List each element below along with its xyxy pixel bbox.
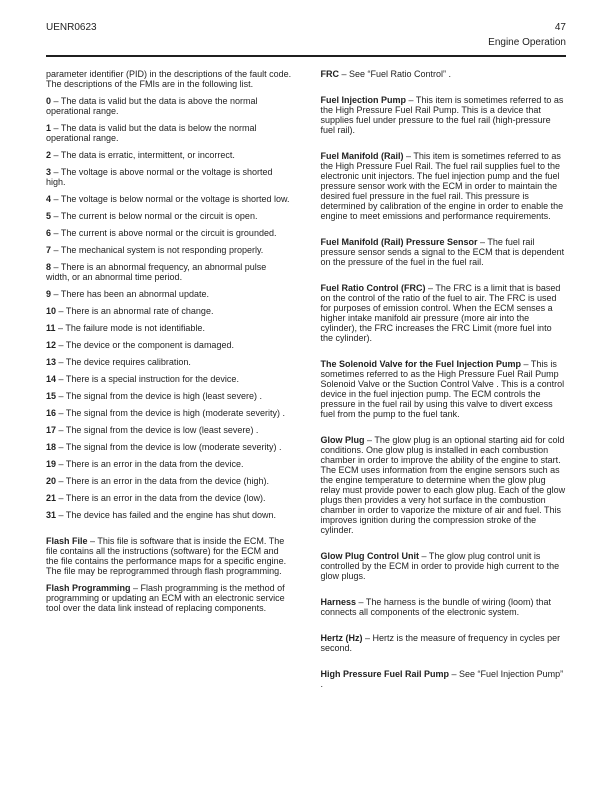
glossary-term: Harness — [320, 597, 357, 607]
glossary-entry: The Solenoid Valve for the Fuel Injection Pump – This is sometimes referred to as the High Pressure Fuel Rail Pump Solenoid Valve or the Suction Control Valve . This is a control device in the fuel injection pump. The ECM controls the pressure in the fuel rail by using this valve to divert excess fuel from the pump to the fuel tank. — [320, 359, 565, 419]
fmi-code: 16 — [46, 408, 57, 418]
fmi-code: 9 — [46, 289, 52, 299]
glossary-entry: Flash Programming – Flash programming is the method of programming or updating an ECM with an electronic service tool over the data link instead of replacing components. — [46, 583, 285, 613]
entry-text: The failure mode is not identifiable. — [65, 323, 205, 333]
entry-text: The harness is the bundle of wiring (loom) that connects all components of the electronic system. — [320, 597, 551, 617]
entry-text: The current is above normal or the circuit is grounded. — [60, 228, 277, 238]
entry-text: parameter identifier (PID) in the descriptions of the fault code. The descriptions of the FMIs are in the following list. — [46, 69, 292, 89]
entry-text: The signal from the device is low (least severe) . — [65, 425, 259, 435]
fmi-code: 7 — [46, 245, 52, 255]
fmi-item: 19 – There is an error in the data from the device. — [46, 459, 244, 469]
glossary-entry: Glow Plug Control Unit – The glow plug control unit is controlled by the ECM in order to provide high current to the glow plugs. — [320, 551, 560, 581]
fmi-item: 14 – There is a special instruction for the device. — [46, 374, 239, 384]
glossary-entry: Fuel Manifold (Rail) Pressure Sensor – The fuel rail pressure sensor sends a signal to the ECM that is dependent on the pressure of the fuel in the fuel rail. — [320, 237, 565, 267]
fmi-code: 20 — [46, 476, 57, 486]
glossary-entry: High Pressure Fuel Rail Pump – See “Fuel Injection Pump” . — [320, 669, 564, 689]
fmi-code: 18 — [46, 442, 57, 452]
document-number: UENR0623 — [46, 22, 97, 33]
entry-text: There is an abnormal frequency, an abnormal pulse width, or an abnormal time period. — [46, 262, 267, 282]
fmi-item: 3 – The voltage is above normal or the voltage is shorted high. — [46, 167, 273, 187]
page-header-right — [488, 22, 566, 48]
fmi-item: 12 – The device or the component is damaged. — [46, 340, 234, 350]
header-rule — [46, 55, 566, 57]
glossary-term: Glow Plug Control Unit — [320, 551, 419, 561]
glossary-entry: Fuel Injection Pump – This item is sometimes referred to as the High Pressure Fuel Rail Pump. This is a device that supplies fuel under pressure to the fuel rail (high-pressure fuel rail). — [320, 95, 564, 135]
entry-text: The FRC is a limit that is based on the control of the ratio of the fuel to air. The FRC is used for purposes of emission control. When the ECM senses a higher intake manifold air pressure (more air into the cylinder), the FRC increases the FRC Limit (more fuel into the cylinder). — [320, 283, 561, 343]
glossary-entry: Fuel Ratio Control (FRC) – The FRC is a limit that is based on the control of the ratio of the fuel to air. The FRC is used for purposes of emission control. When the ECM senses a higher intake manifold air pressure (more air into the cylinder), the FRC increases the FRC Limit (more fuel into the cylinder). — [320, 283, 561, 343]
entry-text: This item is sometimes referred to as the High Pressure Fuel Rail. The fuel rail supplies fuel to the electronic unit injectors. The fuel injection pump and the fuel pressure sensor work with the ECM in order to maintain the desired fuel pressure in the fuel rail. This pressure is determined by calibration of the engine in order to enable the engine to meet emissions and performance requirements. — [320, 151, 564, 221]
glossary-entry: Flash File – This file is software that is inside the ECM. The file contains all the instructions (software) for the ECM and the file contains the performance maps for a specific engine. The file may be reprogrammed through flash programming. — [46, 536, 287, 576]
entry-text: The signal from the device is high (moderate severity) . — [65, 408, 285, 418]
entry-text: The fuel rail pressure sensor sends a signal to the ECM that is dependent on the pressure of the fuel in the fuel rail. — [320, 237, 565, 267]
fmi-code: 0 — [46, 96, 52, 106]
fmi-item: 20 – There is an error in the data from the device (high). — [46, 476, 269, 486]
entry-text: The voltage is above normal or the voltage is shorted high. — [46, 167, 273, 187]
entry-text: This item is sometimes referred to as the High Pressure Fuel Rail Pump. This is a device that supplies fuel under pressure to the fuel rail (high-pressure fuel rail). — [320, 95, 564, 135]
fmi-item: 13 – The device requires calibration. — [46, 357, 191, 367]
entry-text: The data is valid but the data is above the normal operational range. — [46, 96, 258, 116]
glossary-entry: Fuel Manifold (Rail) – This item is sometimes referred to as the High Pressure Fuel Rail. The fuel rail supplies fuel to the electronic unit injectors. The fuel injection pump and the fuel pressure sensor work with the ECM in order to maintain the desired fuel pressure in the fuel rail. This pressure is determined by calibration of the engine in order to enable the engine to meet emissions and performance requirements. — [320, 151, 564, 221]
fmi-item: 2 – The data is erratic, intermittent, or incorrect. — [46, 150, 235, 160]
entry-text: Flash programming is the method of programming or updating an ECM with an electronic service tool over the data link instead of replacing components. — [46, 583, 285, 613]
entry-text: The glow plug is an optional starting aid for cold conditions. One glow plug is installed in each combustion chamber in order to improve the ability of the engine to start. The ECM uses information from the engine sensors such as the engine temperature to determine when the glow plug relay must provide power to each glow plug. Each of the glow plugs then provides a very hot surface in the combustion chamber in order to vaporize the mixture of air and fuel. This improves ignition during the compression stroke of the cylinder. — [320, 435, 566, 535]
entry-text: There is an error in the data from the device (low). — [65, 493, 266, 503]
fmi-code: 1 — [46, 123, 52, 133]
fmi-item: 7 – The mechanical system is not responding properly. — [46, 245, 264, 255]
fmi-item: 0 – The data is valid but the data is above the normal operational range. — [46, 96, 258, 116]
glossary-term: Flash File — [46, 536, 88, 546]
fmi-code: 8 — [46, 262, 52, 272]
fmi-code: 13 — [46, 357, 57, 367]
fmi-item: 10 – There is an abnormal rate of change. — [46, 306, 214, 316]
glossary-entry: Hertz (Hz) – Hertz is the measure of frequency in cycles per second. — [320, 633, 561, 653]
entry-text: The mechanical system is not responding properly. — [60, 245, 264, 255]
entry-text: The data is erratic, intermittent, or incorrect. — [60, 150, 235, 160]
glossary-entry: Harness – The harness is the bundle of wiring (loom) that connects all components of the electronic system. — [320, 597, 551, 617]
entry-text: There is an error in the data from the device. — [65, 459, 244, 469]
fmi-item: 5 – The current is below normal or the circuit is open. — [46, 211, 258, 221]
fmi-item: 18 – The signal from the device is low (moderate severity) . — [46, 442, 282, 452]
fmi-code: 10 — [46, 306, 57, 316]
fmi-item: 6 – The current is above normal or the circuit is grounded. — [46, 228, 277, 238]
glossary-term: Glow Plug — [320, 435, 365, 445]
entry-text: The device or the component is damaged. — [65, 340, 234, 350]
fmi-item: 21 – There is an error in the data from the device (low). — [46, 493, 266, 503]
entry-text: The signal from the device is high (least severe) . — [65, 391, 262, 401]
entry-text: The data is valid but the data is below the normal operational range. — [46, 123, 257, 143]
entry-text: See “Fuel Injection Pump” . — [320, 669, 564, 689]
page-number: 47 — [554, 22, 566, 33]
entry-text: This is sometimes referred to as the High Pressure Fuel Rail Pump Solenoid Valve or the Suction Control Valve . This is a control device in the fuel injection pump. The ECM controls the pressure in the fuel rail by using this valve to divert excess fuel from the pump to the fuel tank. — [320, 359, 565, 419]
section-title: Engine Operation — [488, 37, 566, 48]
fmi-item: 4 – The voltage is below normal or the voltage is shorted low. — [46, 194, 290, 204]
page-body — [46, 69, 566, 689]
entry-text: Hertz is the measure of frequency in cycles per second. — [320, 633, 561, 653]
entry-text: There is an error in the data from the device (high). — [65, 476, 269, 486]
fmi-item: 16 – The signal from the device is high (moderate severity) . — [46, 408, 285, 418]
entry-text: The device requires calibration. — [65, 357, 191, 367]
fmi-code: 17 — [46, 425, 57, 435]
fmi-code: 14 — [46, 374, 57, 384]
entry-text: There is an abnormal rate of change. — [65, 306, 214, 316]
glossary-term: High Pressure Fuel Rail Pump — [320, 669, 450, 679]
fmi-code: 4 — [46, 194, 52, 204]
fmi-item: 17 – The signal from the device is low (least severe) . — [46, 425, 259, 435]
glossary-term: Fuel Ratio Control (FRC) — [320, 283, 426, 293]
fmi-code: 31 — [46, 510, 57, 520]
glossary-term: FRC — [320, 69, 339, 79]
right-column — [321, 69, 567, 689]
glossary-entry: FRC – See “Fuel Ratio Control” . — [320, 69, 452, 79]
entry-text: There has been an abnormal update. — [60, 289, 209, 299]
glossary-term: Fuel Manifold (Rail) — [320, 151, 404, 161]
fmi-item: 31 – The device has failed and the engine has shut down. — [46, 510, 277, 520]
fmi-item: 9 – There has been an abnormal update. — [46, 289, 209, 299]
glossary-term: Hertz (Hz) — [320, 633, 363, 643]
fmi-item: 15 – The signal from the device is high (least severe) . — [46, 391, 262, 401]
glossary-term: The Solenoid Valve for the Fuel Injection Pump — [320, 359, 522, 369]
glossary-term: Fuel Manifold (Rail) Pressure Sensor — [320, 237, 478, 247]
fmi-code: 2 — [46, 150, 52, 160]
fmi-code: 21 — [46, 493, 57, 503]
entry-text: The signal from the device is low (moderate severity) . — [65, 442, 282, 452]
page-header — [46, 22, 566, 48]
entry-text: The current is below normal or the circuit is open. — [60, 211, 258, 221]
glossary-term: Flash Programming — [46, 583, 131, 593]
left-column — [46, 69, 292, 689]
fmi-item: 11 – The failure mode is not identifiable. — [46, 323, 205, 333]
glossary-term: Fuel Injection Pump — [320, 95, 407, 105]
fmi-code: 5 — [46, 211, 52, 221]
fmi-code: 12 — [46, 340, 57, 350]
glossary-entry: Glow Plug – The glow plug is an optional starting aid for cold conditions. One glow plug is installed in each combustion chamber in order to improve the ability of the engine to start. The ECM uses information from the engine sensors such as the engine temperature to determine when the glow plug relay must provide power to each glow plug. Each of the glow plugs then provides a very hot surface in the combustion chamber in order to vaporize the mixture of air and fuel. This improves ignition during the compression stroke of the cylinder. — [320, 435, 566, 535]
entry-text: There is a special instruction for the device. — [65, 374, 239, 384]
fmi-code: 3 — [46, 167, 52, 177]
entry-text: The device has failed and the engine has shut down. — [65, 510, 277, 520]
fmi-code: 15 — [46, 391, 57, 401]
fmi-code: 6 — [46, 228, 52, 238]
entry-text: This file is software that is inside the ECM. The file contains all the instructions (software) for the ECM and the file contains the performance maps for a specific engine. The file may be reprogrammed through flash programming. — [46, 536, 287, 576]
fmi-code: 19 — [46, 459, 57, 469]
intro-paragraph — [46, 69, 292, 89]
fmi-code: 11 — [46, 323, 56, 333]
entry-text: See “Fuel Ratio Control” . — [349, 69, 452, 79]
fmi-item: 8 – There is an abnormal frequency, an abnormal pulse width, or an abnormal time period. — [46, 262, 267, 282]
fmi-item: 1 – The data is valid but the data is below the normal operational range. — [46, 123, 257, 143]
entry-text: The voltage is below normal or the voltage is shorted low. — [60, 194, 290, 204]
entry-text: The glow plug control unit is controlled by the ECM in order to provide high current to the glow plugs. — [320, 551, 560, 581]
